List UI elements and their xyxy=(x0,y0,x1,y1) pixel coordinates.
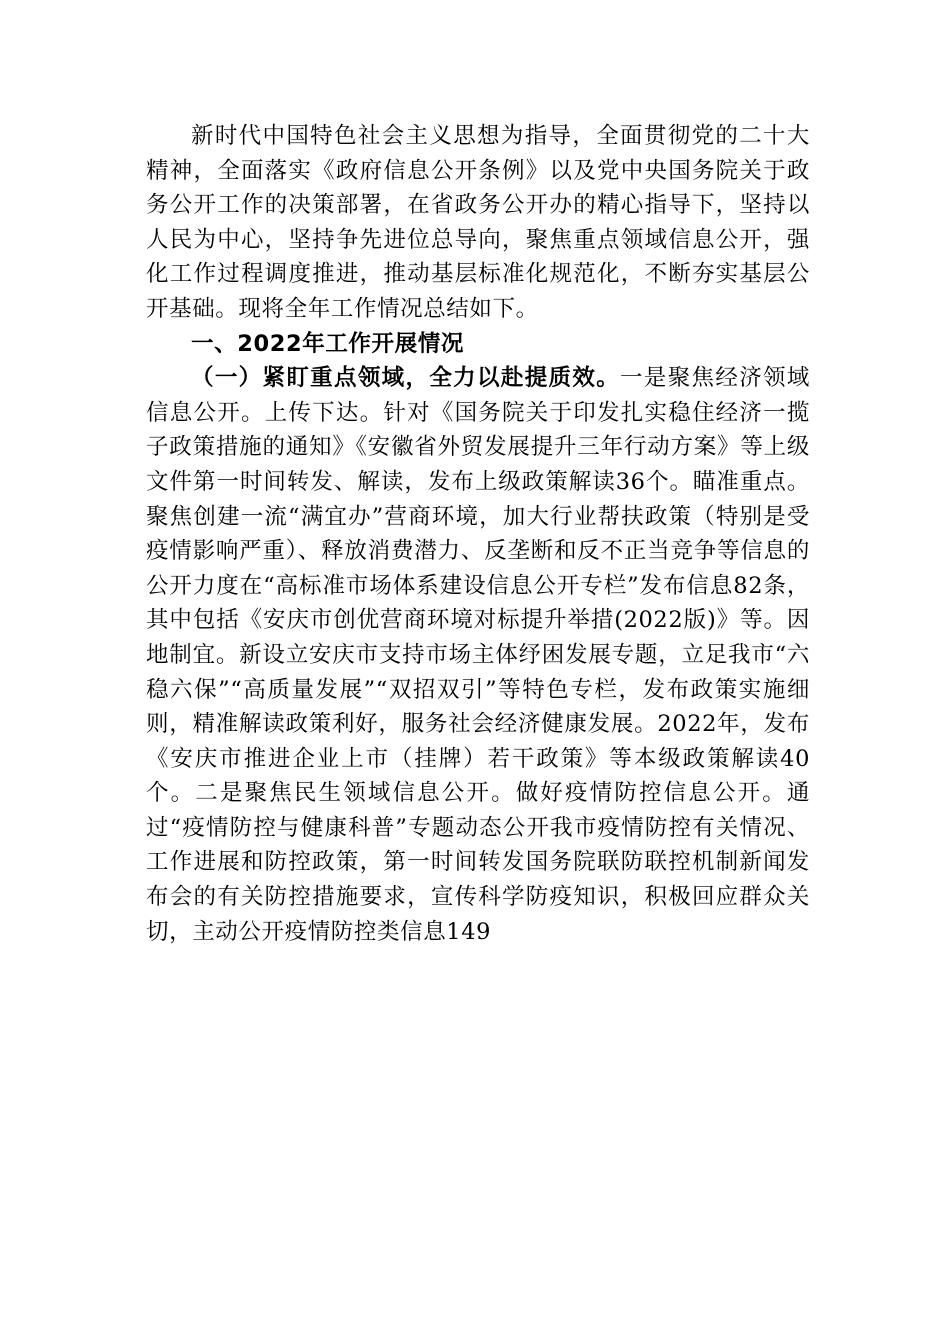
subsection-paragraph xyxy=(146,361,810,949)
subsection-lead: （一）紧盯重点领域，全力以赴提质效。 xyxy=(191,365,621,392)
intro-paragraph: 新时代中国特色社会主义思想为指导，全面贯彻党的二十大精神，全面落实《政府信息公开条例》以及党中央国务院关于政务公开工作的决策部署，在省政务公开办的精心指导下，坚持以人民为中心，坚持争先进位总导向，聚焦重点领域信息公开，强化工作过程调度推进，推动基层标准化规范化，不断夯实基层公开基础。现将全年工作情况总结如下。 xyxy=(146,123,810,322)
subsection-body: 一是聚焦经济领域信息公开。上传下达。针对《国务院关于印发扎实稳住经济一揽子政策措施的通知》《安徽省外贸发展提升三年行动方案》等上级文件第一时间转发、解读，发布上级政策解读36个。瞄准重点。聚焦创建一流“满宜办”营商环境，加大行业帮扶政策（特别是受疫情影响严重）、释放消费潜力、反垄断和反不正当竞争等信息的公开力度在“高标准市场体系建设信息公开专栏”发布信息82条，其中包括《安庆市创优营商环境对标提升举措(2022版)》等。因地制宜。新设立安庆市支持市场主体纾困发展专题，立足我市“六稳六保”“高质量发展”“双招双引”等特色专栏，发布政策实施细则，精准解读政策利好，服务社会经济健康发展。2022年，发布《安庆市推进企业上市（挂牌）若干政策》等本级政策解读40个。二是聚焦民生领域信息公开。做好疫情防控信息公开。通过“疫情防控与健康科普”专题动态公开我市疫情防控有关情况、工作进展和防控政策，第一时间转发国务院联防联控机制新闻发布会的有关防控措施要求，宣传科学防疫知识，积极回应群众关切，主动公开疫情防控类信息149 xyxy=(146,365,810,945)
document-page xyxy=(146,119,810,949)
section-heading: 一、2022年工作开展情况 xyxy=(191,330,464,357)
